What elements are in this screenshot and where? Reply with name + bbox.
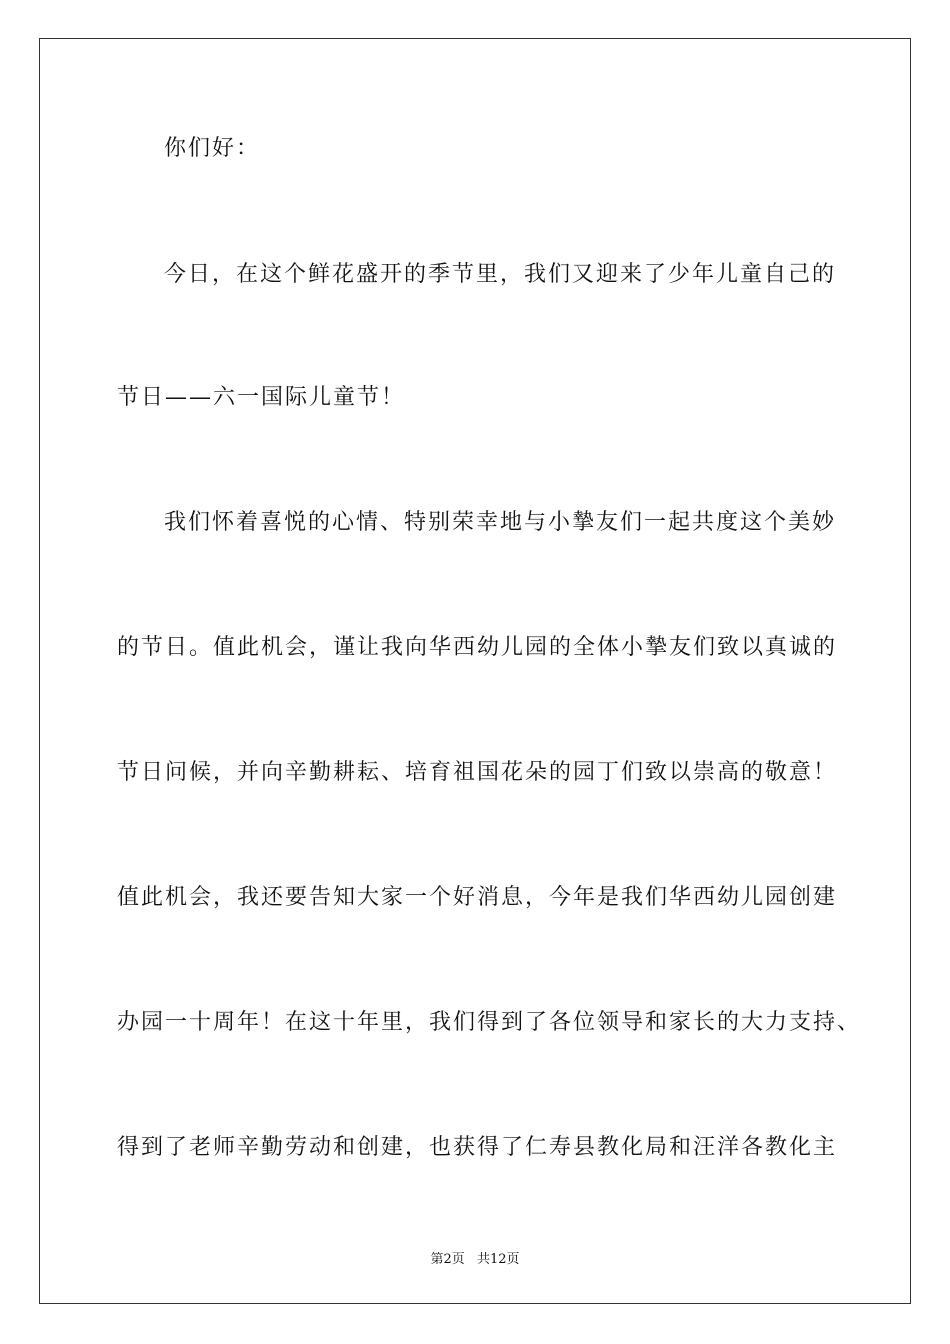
- text-line: 值此机会，我还要告知大家一个好消息，今年是我们华西幼儿园创建: [117, 885, 838, 910]
- text-line: 今日，在这个鲜花盛开的季节里，我们又迎来了少年儿童自己的: [164, 262, 837, 287]
- text-line: 得到了老师辛勤劳动和创建，也获得了仁寿县教化局和汪洋各教化主: [117, 1135, 838, 1160]
- page-frame: [39, 38, 911, 1304]
- page-footer: [0, 1248, 950, 1267]
- text-line: 办园一十周年！在这十年里，我们得到了各位领导和家长的大力支持、: [117, 1010, 862, 1035]
- text-line: 节日——六一国际儿童节！: [117, 385, 406, 410]
- text-line: 的节日。值此机会，谨让我向华西幼儿园的全体小摯友们致以真诚的: [117, 635, 838, 660]
- text-line: 我们怀着喜悦的心情、特别荣幸地与小摯友们一起共度这个美妙: [164, 510, 837, 535]
- text-line: 节日问候，并向辛勤耕耘、培育祖国花朵的园丁们致以崇高的敬意！: [117, 760, 838, 785]
- text-line-greeting: 你们好：: [164, 136, 261, 161]
- page-number: 第2页: [430, 1252, 465, 1267]
- total-pages: 共12页: [476, 1252, 520, 1267]
